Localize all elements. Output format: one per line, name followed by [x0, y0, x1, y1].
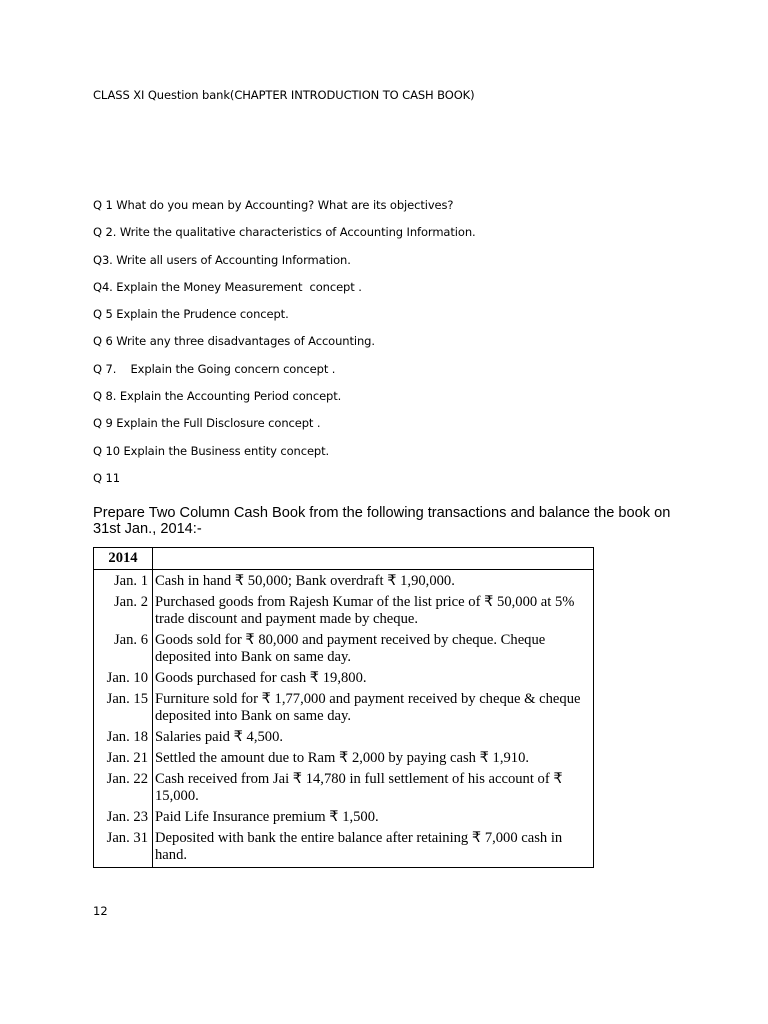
description-cell: Deposited with bank the entire balance after retaining ₹ 7,000 cash in hand.: [153, 828, 594, 868]
description-cell: Goods sold for ₹ 80,000 and payment received by cheque. Cheque deposited into Bank on same day.: [153, 630, 594, 668]
table-row: [94, 570, 594, 593]
table-row: [94, 769, 594, 807]
transactions-table: [93, 547, 594, 868]
date-cell: Jan. 15: [106, 691, 148, 707]
date-cell: Jan. 31: [106, 830, 148, 846]
question-item: Q 6 Write any three disadvantages of Accounting.: [93, 334, 375, 349]
table-header-row: [94, 548, 594, 570]
question-item: Q 5 Explain the Prudence concept.: [93, 307, 289, 322]
description-cell: Purchased goods from Rajesh Kumar of the list price of ₹ 50,000 at 5% trade discount and payment made by cheque.: [153, 592, 594, 630]
question-item: Q 8. Explain the Accounting Period concept.: [93, 389, 342, 404]
page-header: CLASS XI Question bank(CHAPTER INTRODUCTION TO CASH BOOK): [93, 88, 475, 102]
table-row: [94, 668, 594, 689]
table-row: [94, 630, 594, 668]
question-item: Q 11: [93, 470, 120, 485]
page-number: 12: [93, 904, 108, 918]
question-item: Q 10 Explain the Business entity concept.: [93, 443, 330, 458]
table-row: [94, 828, 594, 868]
description-cell: Cash in hand ₹ 50,000; Bank overdraft ₹ 1,90,000.: [153, 570, 594, 593]
date-cell: Jan. 21: [106, 750, 148, 766]
question-item: Q 1 What do you mean by Accounting? What are its objectives?: [93, 198, 454, 212]
date-cell: Jan. 23: [106, 809, 148, 825]
table-row: [94, 592, 594, 630]
description-cell: Cash received from Jai ₹ 14,780 in full settlement of his account of ₹ 15,000.: [153, 769, 594, 807]
question-item: Q 9 Explain the Full Disclosure concept .: [93, 416, 321, 431]
description-cell: Paid Life Insurance premium ₹ 1,500.: [153, 807, 594, 828]
table-row: [94, 727, 594, 748]
table-row: [94, 689, 594, 727]
date-cell: Jan. 18: [106, 729, 148, 745]
date-cell: Jan. 10: [106, 670, 148, 686]
date-cell: Jan. 22: [106, 771, 148, 787]
table-row: [94, 807, 594, 828]
question-list: [93, 197, 476, 497]
date-cell: Jan. 2: [113, 594, 148, 610]
description-header: [153, 548, 594, 570]
date-cell: Jan. 1: [113, 573, 148, 589]
table-row: [94, 748, 594, 769]
description-cell: Furniture sold for ₹ 1,77,000 and payment received by cheque & cheque deposited into Bank on same day.: [153, 689, 594, 727]
question-item: Q 7. Explain the Going concern concept .: [93, 361, 336, 376]
question-item: Q3. Write all users of Accounting Information.: [93, 252, 351, 267]
question-item: Q4. Explain the Money Measurement concept .: [93, 279, 362, 294]
description-cell: Settled the amount due to Ram ₹ 2,000 by paying cash ₹ 1,910.: [153, 748, 594, 769]
question-item: Q 2. Write the qualitative characteristics of Accounting Information.: [93, 225, 476, 240]
description-cell: Goods purchased for cash ₹ 19,800.: [153, 668, 594, 689]
question-intro: Prepare Two Column Cash Book from the following transactions and balance the book on 31st Jan., 2014:-: [93, 505, 671, 537]
date-cell: Jan. 6: [113, 632, 148, 648]
year-header: 2014: [94, 548, 153, 570]
description-cell: Salaries paid ₹ 4,500.: [153, 727, 594, 748]
